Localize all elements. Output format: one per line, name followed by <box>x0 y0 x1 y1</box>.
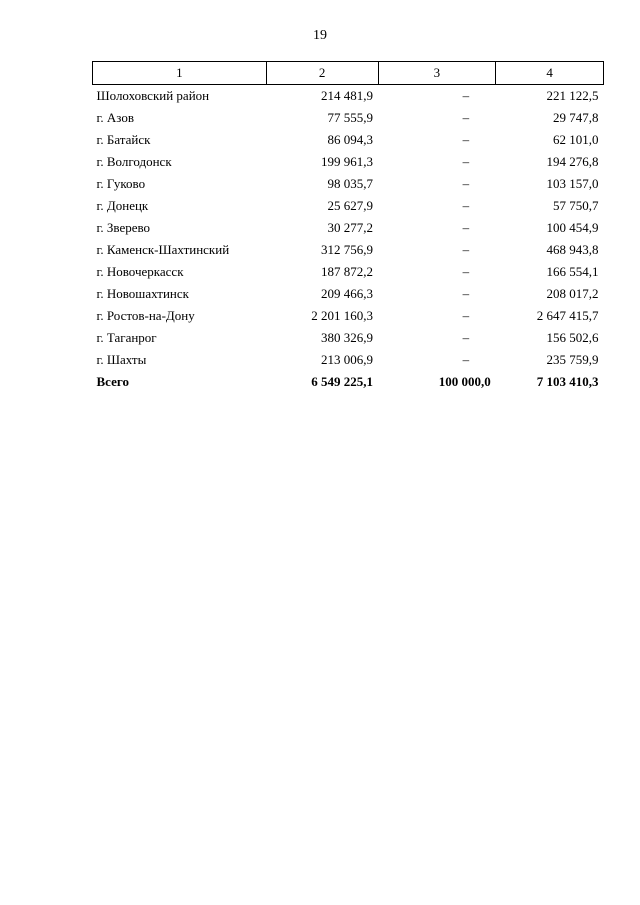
column-4-value: 235 759,9 <box>546 352 599 367</box>
municipality-name: Шолоховский район <box>96 88 210 103</box>
column-2-value: 199 961,3 <box>321 154 374 169</box>
column-3-value: – <box>462 352 470 367</box>
column-2-value: 312 756,9 <box>321 242 374 257</box>
column-3-value: – <box>462 88 470 103</box>
column-4-value: 194 276,8 <box>546 154 599 169</box>
municipality-name: г. Гуково <box>96 176 146 191</box>
column-4-value: 103 157,0 <box>546 176 599 191</box>
column-4-value: 2 647 415,7 <box>536 308 599 323</box>
column-3-value: – <box>462 330 470 345</box>
column-2-value: 187 872,2 <box>321 264 374 279</box>
table-row <box>93 85 604 108</box>
municipality-name: г. Таганрог <box>96 330 157 345</box>
column-2-value: 86 094,3 <box>327 132 374 147</box>
column-3-value: – <box>462 242 470 257</box>
column-2-value: 214 481,9 <box>321 88 374 103</box>
column-2-value: 30 277,2 <box>327 220 374 235</box>
column-3-value: – <box>462 286 470 301</box>
municipality-name: г. Шахты <box>96 352 147 367</box>
column-header-3: 3 <box>378 62 496 85</box>
table-row <box>93 327 604 349</box>
table-row <box>93 195 604 217</box>
table-row <box>93 283 604 305</box>
total-column-2: 6 549 225,1 <box>311 374 374 389</box>
total-column-4: 7 103 410,3 <box>536 374 599 389</box>
column-3-value: – <box>462 176 470 191</box>
column-4-value: 57 750,7 <box>553 198 599 213</box>
column-3-value: – <box>462 220 470 235</box>
column-2-value: 380 326,9 <box>321 330 374 345</box>
municipality-name: г. Зверево <box>96 220 151 235</box>
column-3-value: – <box>462 110 470 125</box>
municipality-name: г. Волгодонск <box>96 154 172 169</box>
total-label: Всего <box>96 374 129 389</box>
table-row <box>93 173 604 195</box>
column-2-value: 2 201 160,3 <box>311 308 374 323</box>
column-3-value: – <box>462 198 470 213</box>
column-3-value: – <box>462 308 470 323</box>
column-4-value: 468 943,8 <box>546 242 599 257</box>
page-number: 19 <box>313 28 327 43</box>
table-header-row <box>93 62 604 85</box>
column-4-value: 166 554,1 <box>546 264 599 279</box>
column-header-2: 2 <box>266 62 378 85</box>
municipality-name: г. Азов <box>96 110 134 125</box>
column-2-value: 98 035,7 <box>327 176 374 191</box>
column-2-value: 25 627,9 <box>327 198 374 213</box>
municipality-name: г. Новошахтинск <box>96 286 189 301</box>
column-4-value: 29 747,8 <box>553 110 599 125</box>
column-header-1: 1 <box>93 62 267 85</box>
total-column-3: 100 000,0 <box>438 374 491 389</box>
table-row <box>93 151 604 173</box>
column-2-value: 209 466,3 <box>321 286 374 301</box>
column-2-value: 213 006,9 <box>321 352 374 367</box>
column-4-value: 100 454,9 <box>546 220 599 235</box>
column-4-value: 62 101,0 <box>553 132 599 147</box>
municipality-name: г. Новочеркасск <box>96 264 184 279</box>
column-4-value: 208 017,2 <box>546 286 599 301</box>
table-row <box>93 349 604 371</box>
column-header-4: 4 <box>496 62 604 85</box>
municipality-name: г. Батайск <box>96 132 151 147</box>
municipality-name: г. Каменск-Шахтинский <box>96 242 230 257</box>
budget-table <box>92 61 604 393</box>
table-row <box>93 305 604 327</box>
total-row <box>93 371 604 393</box>
table-row <box>93 129 604 151</box>
column-3-value: – <box>462 132 470 147</box>
column-4-value: 221 122,5 <box>546 88 599 103</box>
table-row <box>93 107 604 129</box>
column-3-value: – <box>462 154 470 169</box>
table-row <box>93 239 604 261</box>
column-2-value: 77 555,9 <box>327 110 374 125</box>
column-4-value: 156 502,6 <box>546 330 599 345</box>
table-row <box>93 217 604 239</box>
municipality-name: г. Ростов-на-Дону <box>96 308 195 323</box>
municipality-name: г. Донецк <box>96 198 149 213</box>
column-3-value: – <box>462 264 470 279</box>
table-row <box>93 261 604 283</box>
